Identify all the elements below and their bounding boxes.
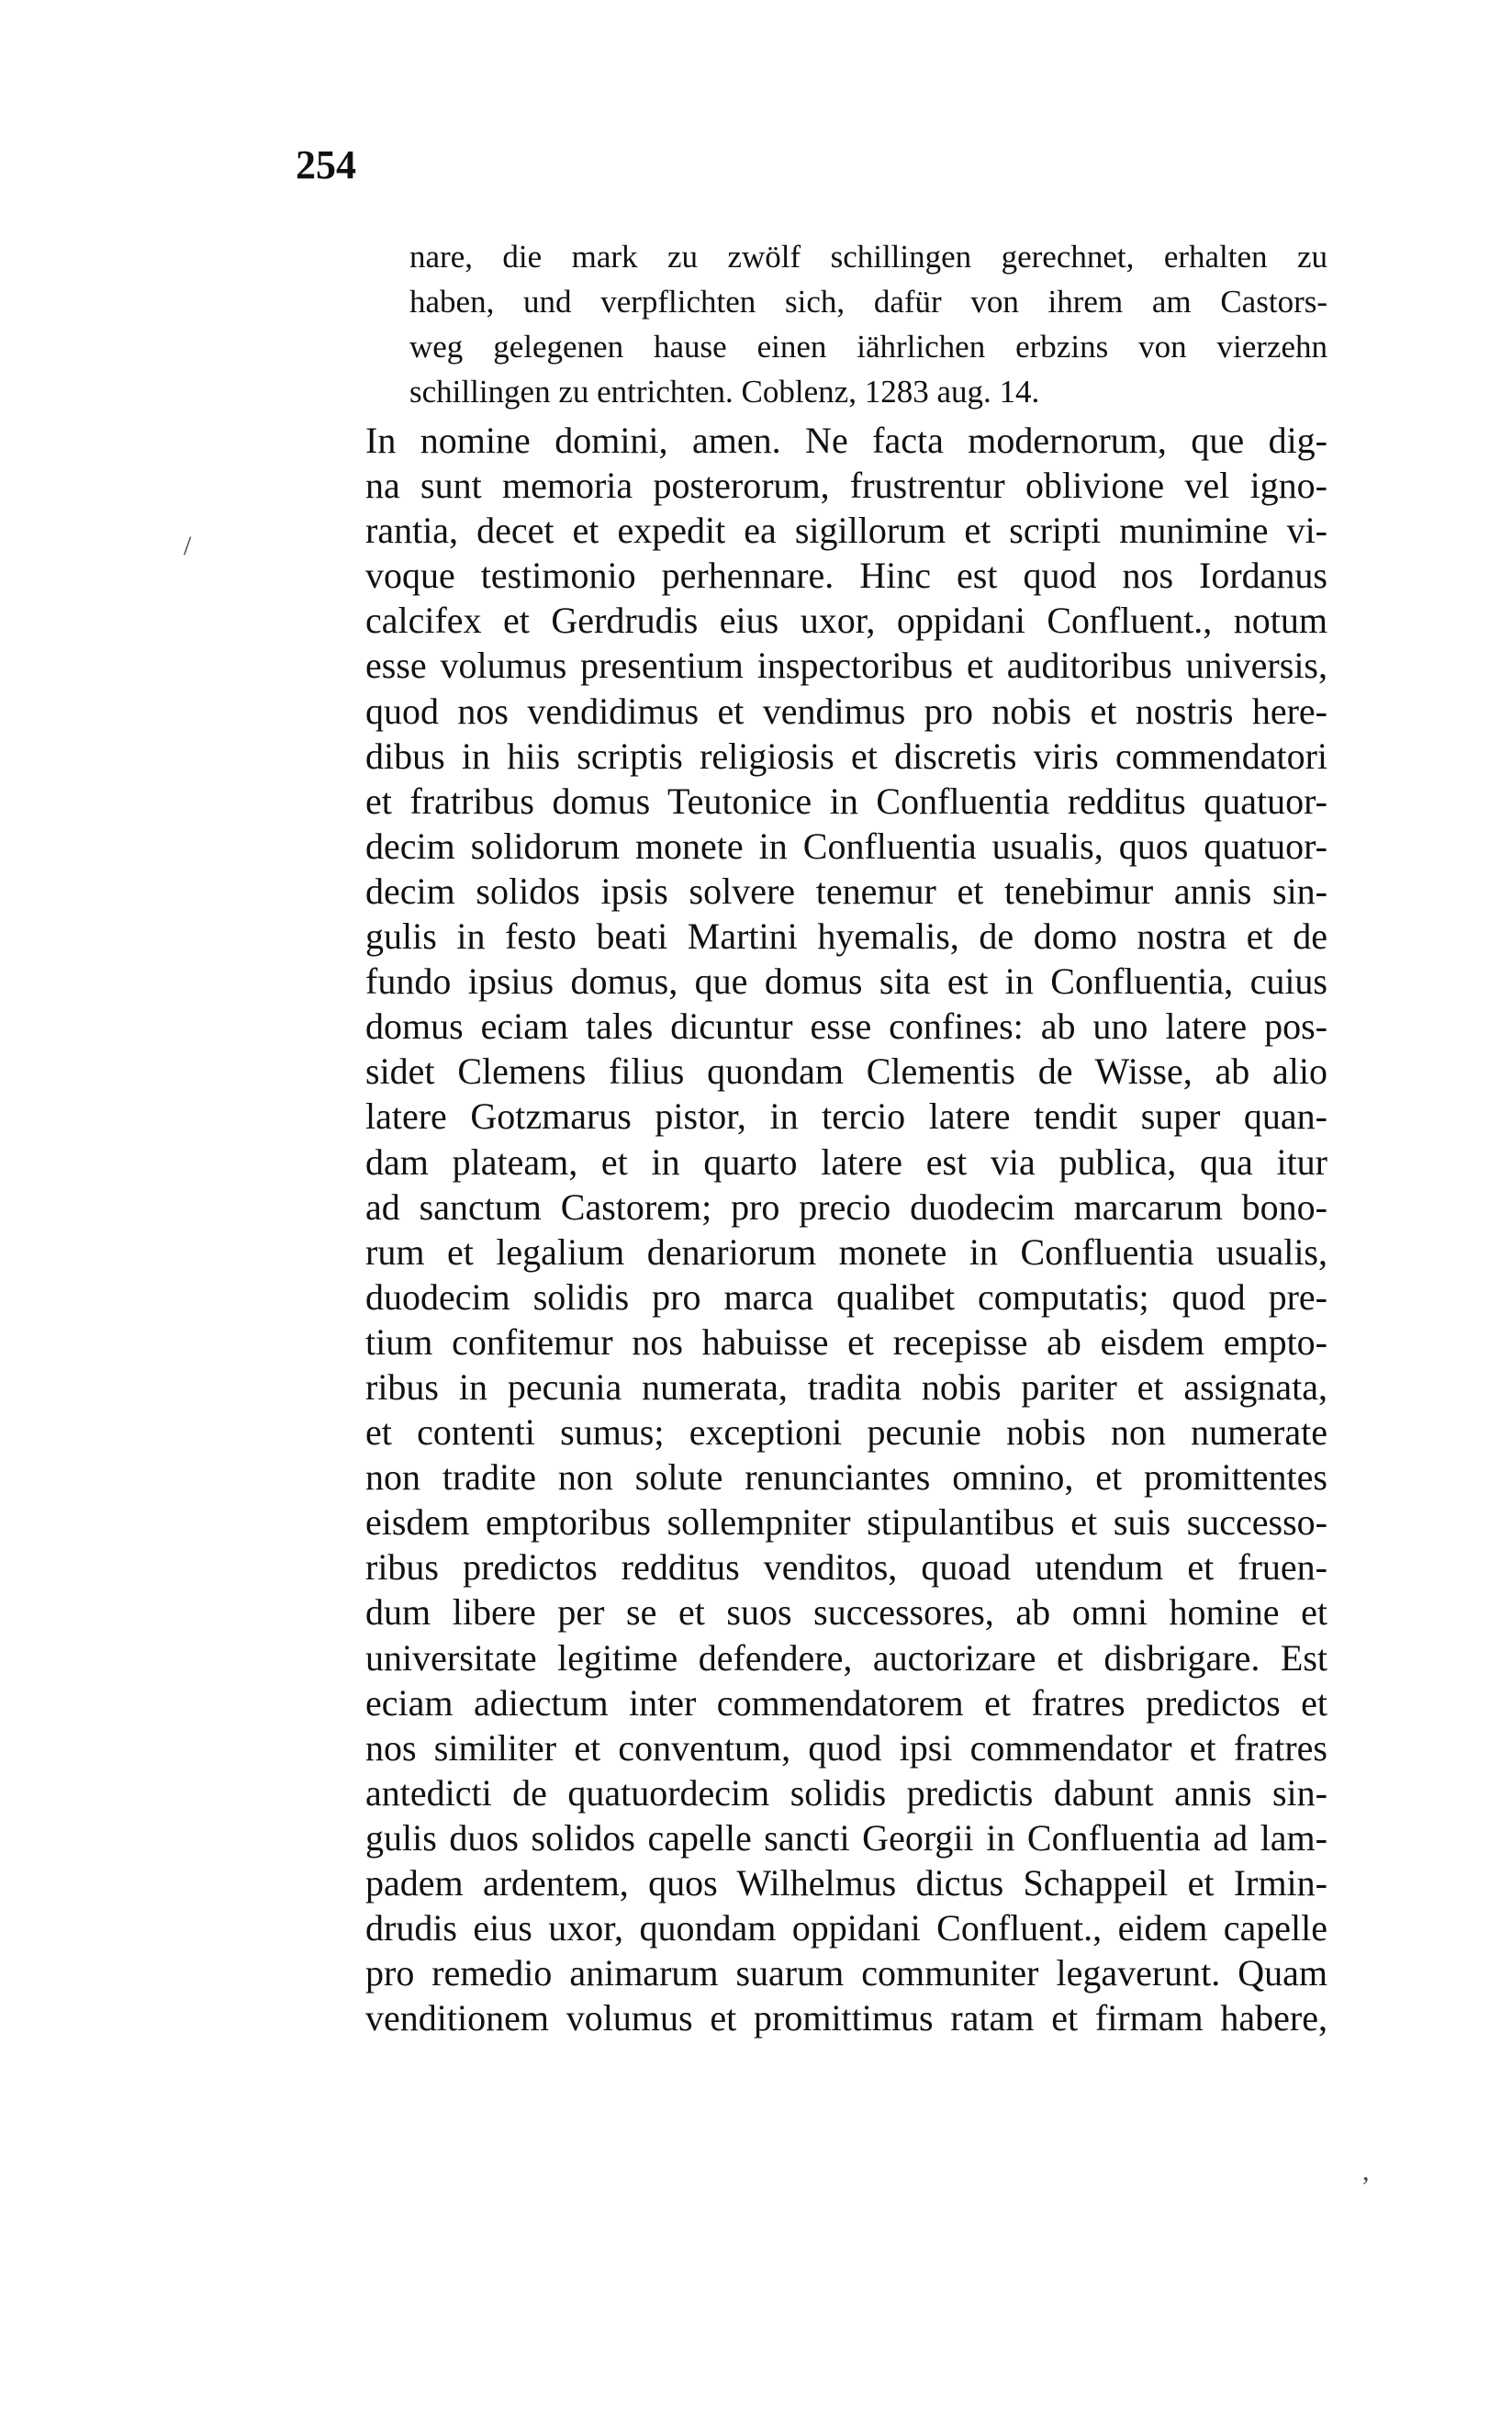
charter-line: fundo ipsius domus, que domus sita est in Confluentia, cuius <box>365 960 1327 1003</box>
charter-text <box>365 418 1327 2040</box>
margin-stroke-mark: / <box>184 531 192 561</box>
charter-line: na sunt memoria posterorum, frustrentur oblivione vel igno- <box>365 465 1327 507</box>
charter-line: non tradite non solute renunciantes omnino, et promittentes <box>365 1456 1327 1499</box>
charter-line: dum libere per se et suos successores, ab omni homine et <box>365 1591 1327 1634</box>
charter-line: ribus in pecunia numerata, tradita nobis pariter et assignata, <box>365 1365 1327 1408</box>
charter-line: tium confitemur nos habuisse et recepisse ab eisdem empto- <box>365 1320 1327 1363</box>
charter-line: duodecim solidis pro marca qualibet computatis; quod pre- <box>365 1275 1327 1318</box>
summary-line: haben, und verpflichten sich, dafür von ihrem am Castors- <box>409 284 1327 320</box>
charter-line: dibus in hiis scriptis religiosis et discretis viris commendatori <box>365 735 1327 777</box>
charter-line: antedicti de quatuordecim solidis predictis dabunt annis sin- <box>365 1771 1327 1814</box>
charter-line: gulis in festo beati Martini hyemalis, de domo nostra et de <box>365 915 1327 958</box>
charter-line: sidet Clemens filius quondam Clementis de Wisse, ab alio <box>365 1050 1327 1093</box>
charter-line: rum et legalium denariorum monete in Confluentia usualis, <box>365 1230 1327 1273</box>
charter-line: decim solidos ipsis solvere tenemur et tenebimur annis sin- <box>365 870 1327 912</box>
charter-line: calcifex et Gerdrudis eius uxor, oppidani Confluent., notum <box>365 600 1327 642</box>
page-number: 254 <box>296 142 356 187</box>
document-summary <box>409 234 1327 414</box>
charter-line: pro remedio animarum suarum communiter legaverunt. Quam <box>365 1952 1327 1994</box>
charter-line: rantia, decet et expedit ea sigillorum et scripti munimine vi- <box>365 510 1327 552</box>
charter-line: quod nos vendidimus et vendimus pro nobis et nostris here- <box>365 690 1327 732</box>
charter-line: domus eciam tales dicuntur esse confines: ab uno latere pos- <box>365 1005 1327 1048</box>
summary-line: nare, die mark zu zwölf schillingen gerechnet, erhalten zu <box>409 239 1327 275</box>
summary-line: schillingen zu entrichten. Coblenz, 1283 aug. 14. <box>409 374 1040 410</box>
charter-line: padem ardentem, quos Wilhelmus dictus Schappeil et Irmin- <box>365 1862 1327 1904</box>
charter-line: dam plateam, et in quarto latere est via publica, qua itur <box>365 1140 1327 1183</box>
charter-line: ad sanctum Castorem; pro precio duodecim marcarum bono- <box>365 1185 1327 1228</box>
charter-line: decim solidorum monete in Confluentia usualis, quos quatuor- <box>365 825 1327 867</box>
charter-line: drudis eius uxor, quondam oppidani Confluent., eidem capelle <box>365 1907 1327 1949</box>
charter-line: nos similiter et conventum, quod ipsi commendator et fratres <box>365 1726 1327 1769</box>
charter-line: et contenti sumus; exceptioni pecunie nobis non numerate <box>365 1411 1327 1454</box>
charter-line: In nomine domini, amen. Ne facta modernorum, que dig- <box>365 420 1327 461</box>
charter-line: ribus predictos redditus venditos, quoad utendum et fruen- <box>365 1546 1327 1589</box>
charter-line: et fratribus domus Teutonice in Confluentia redditus quatuor- <box>365 780 1327 822</box>
charter-line: venditionem volumus et promittimus ratam et firmam habere, <box>365 1997 1327 2039</box>
charter-line: esse volumus presentium inspectoribus et auditoribus universis, <box>365 645 1327 687</box>
charter-line: eisdem emptoribus sollempniter stipulantibus et suis successo- <box>365 1501 1327 1544</box>
charter-line: eciam adiectum inter commendatorem et fratres predictos et <box>365 1681 1327 1724</box>
charter-line: latere Gotzmarus pistor, in tercio latere tendit super quan- <box>365 1095 1327 1138</box>
charter-line: voque testimonio perhennare. Hinc est quod nos Iordanus <box>365 555 1327 597</box>
margin-stroke-mark: , <box>1362 2156 1370 2186</box>
charter-line: gulis duos solidos capelle sancti Georgii in Confluentia ad lam- <box>365 1816 1327 1859</box>
charter-line: universitate legitime defendere, auctorizare et disbrigare. Est <box>365 1636 1327 1679</box>
summary-line: weg gelegenen hause einen iährlichen erbzins von vierzehn <box>409 329 1327 365</box>
